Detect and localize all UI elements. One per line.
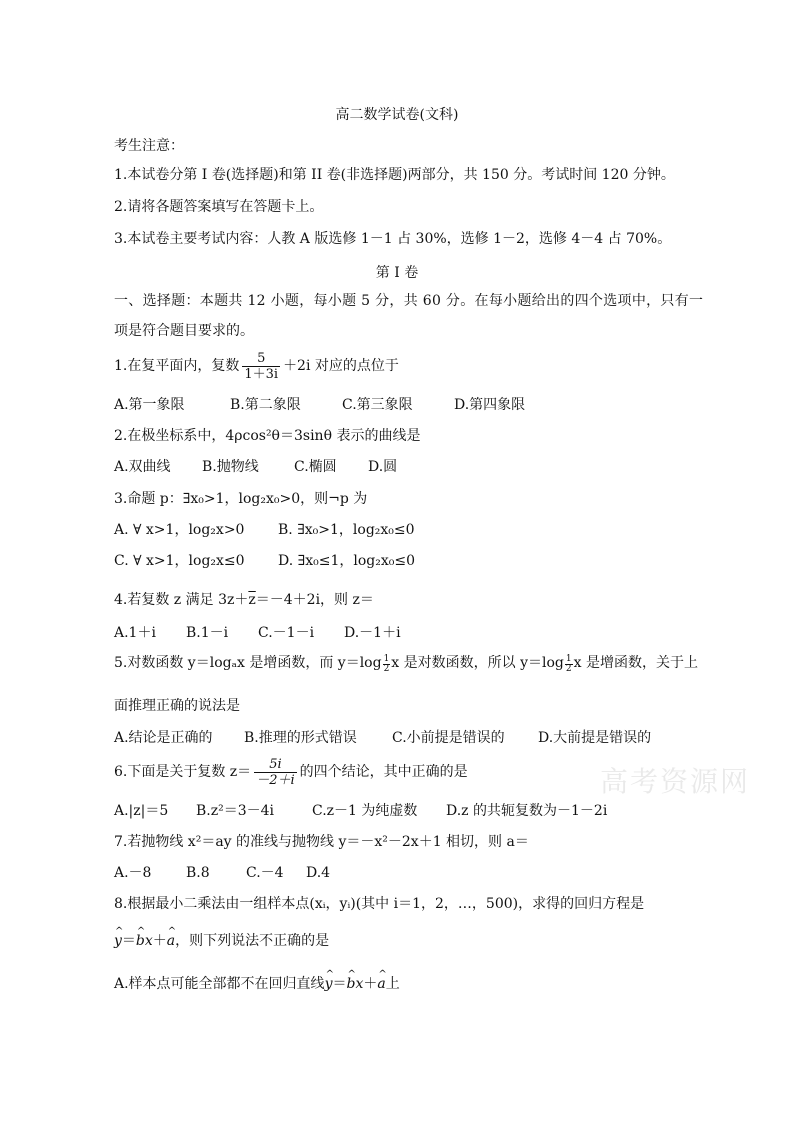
q5-part-2: x 是对数函数，所以 y＝log bbox=[391, 655, 564, 671]
q8-optA-y: ^ y bbox=[325, 975, 333, 993]
q5-option-a: A.结论是正确的 bbox=[114, 730, 213, 746]
q1-frac-num: 5 bbox=[242, 351, 280, 367]
q8-eq-b: ^ b bbox=[136, 932, 145, 950]
question-6-stem bbox=[114, 755, 468, 789]
q1-option-a: A.第一象限 bbox=[114, 397, 185, 413]
question-1-options bbox=[114, 396, 525, 414]
q7-option-b: B.8 bbox=[186, 865, 210, 881]
q8-eq-equals: ＝ bbox=[121, 933, 136, 949]
q5-log-base-1 bbox=[383, 655, 391, 674]
notice-heading: 考生注意： bbox=[114, 138, 184, 154]
question-5-stem-line-1 bbox=[114, 654, 698, 674]
notice-item-2: 2.请将各题答案填写在答题卡上。 bbox=[114, 199, 324, 215]
q8-optA-a: ^ a bbox=[377, 975, 385, 993]
q5-base-2-num: 1 bbox=[565, 654, 572, 664]
q8-eq-x: x bbox=[144, 933, 153, 949]
q4-option-c: C.－1－i bbox=[258, 625, 315, 641]
q6-frac-num: 5i bbox=[254, 757, 296, 773]
question-4-options bbox=[114, 624, 401, 642]
q6-option-c: C.z－1 为纯虚数 bbox=[312, 803, 418, 819]
section-intro-line-2: 项是符合题目要求的。 bbox=[114, 323, 254, 339]
q1-fraction bbox=[242, 351, 280, 382]
q8-optA-x: x bbox=[355, 976, 364, 992]
question-5-stem-line-2: 面推理正确的说法是 bbox=[114, 698, 240, 714]
page-title: 高二数学试卷(文科) bbox=[335, 107, 459, 123]
q6-fraction bbox=[254, 757, 296, 788]
q5-base-2-den: 2 bbox=[565, 664, 572, 674]
q3-option-b: B. ∃x₀>1，log₂x₀≤0 bbox=[278, 522, 415, 538]
notice-item-3: 3.本试卷主要考试内容：人教 A 版选修 1－1 占 30%，选修 1－2，选修 4－4 占 70%。 bbox=[114, 231, 672, 247]
q3-option-c: C. ∀ x>1，log₂x≤0 bbox=[114, 553, 245, 569]
question-3-options-row-2 bbox=[114, 552, 415, 570]
q4-option-d: D.－1＋i bbox=[344, 625, 401, 641]
q8-optA-prefix: A.样本点可能全部都不在回归直线 bbox=[114, 976, 325, 992]
question-6-options bbox=[114, 802, 607, 820]
q2-option-d: D.圆 bbox=[368, 459, 398, 475]
q6-option-d: D.z 的共轭复数为－1－2i bbox=[446, 803, 608, 819]
question-8-stem: 8.根据最小二乘法由一组样本点(xᵢ，yᵢ)(其中 i＝1，2，…，500)，求得的回归方程是 bbox=[114, 896, 645, 912]
q3-option-a: A. ∀ x>1，log₂x>0 bbox=[114, 522, 245, 538]
q6-option-a: A.|z|＝5 bbox=[114, 803, 169, 819]
section-title: 第 I 卷 bbox=[375, 265, 419, 281]
question-2-stem: 2.在极坐标系中，4ρcos²θ＝3sinθ 表示的曲线是 bbox=[114, 428, 421, 444]
q5-option-d: D.大前提是错误的 bbox=[538, 730, 652, 746]
q5-option-b: B.推理的形式错误 bbox=[244, 730, 357, 746]
q4-prefix: 4.若复数 z 满足 3z＋ bbox=[114, 592, 249, 608]
q2-option-b: B.抛物线 bbox=[202, 459, 259, 475]
section-intro-line-1: 一、选择题：本题共 12 小题，每小题 5 分，共 60 分。在每小题给出的四个选项中，只有一 bbox=[114, 293, 704, 309]
q8-eq-a: ^ a bbox=[167, 932, 175, 950]
question-4-stem bbox=[114, 591, 374, 609]
question-1-stem bbox=[114, 349, 399, 383]
question-3-options-row-1 bbox=[114, 521, 415, 539]
q2-option-a: A.双曲线 bbox=[114, 459, 171, 475]
watermark: 高考资源网 bbox=[600, 765, 751, 798]
q1-option-b: B.第二象限 bbox=[230, 397, 301, 413]
q7-option-c: C.－4 bbox=[246, 865, 284, 881]
q6-option-b: B.z²＝3－4i bbox=[196, 803, 275, 819]
question-7-stem: 7.若抛物线 x²＝ay 的准线与抛物线 y＝－x²－2x＋1 相切，则 a＝ bbox=[114, 834, 529, 850]
q8-eq-plus: ＋ bbox=[152, 933, 167, 949]
q5-log-base-2 bbox=[565, 655, 573, 674]
q6-suffix: 的四个结论，其中正确的是 bbox=[299, 764, 468, 780]
q8-optA-equals: ＝ bbox=[332, 976, 347, 992]
q7-option-a: A.－8 bbox=[114, 865, 152, 881]
q8-line2-suffix: ，则下列说法不正确的是 bbox=[175, 933, 330, 949]
q8-optA-suffix: 上 bbox=[385, 976, 400, 992]
question-5-options bbox=[114, 729, 651, 747]
q1-frac-den: 1＋3i bbox=[244, 366, 279, 382]
notice-item-1: 1.本试卷分第 I 卷(选择题)和第 II 卷(非选择题)两部分，共 150 分。考试时间 120 分钟。 bbox=[114, 167, 675, 183]
question-2-options bbox=[114, 458, 397, 476]
question-8-stem-line-2 bbox=[114, 932, 329, 950]
q5-part-3: x 是增函数，关于上 bbox=[573, 655, 698, 671]
question-8-option-a bbox=[114, 975, 400, 993]
q3-option-d: D. ∃x₀≤1，log₂x₀≤0 bbox=[278, 553, 415, 569]
q6-frac-den: －2＋i bbox=[256, 772, 295, 788]
q1-option-c: C.第三象限 bbox=[342, 397, 413, 413]
question-7-options bbox=[114, 864, 330, 882]
q4-suffix: ＝－4＋2i，则 z＝ bbox=[255, 592, 374, 608]
q8-eq-y: ^ y bbox=[114, 932, 122, 950]
q2-option-c: C.椭圆 bbox=[294, 459, 337, 475]
q8-optA-b: ^ b bbox=[346, 975, 355, 993]
q1-option-d: D.第四象限 bbox=[454, 397, 526, 413]
question-3-stem: 3.命题 p：∃x₀>1，log₂x₀>0，则¬p 为 bbox=[114, 491, 368, 507]
q5-base-1-den: 2 bbox=[383, 664, 390, 674]
q5-part-1: 5.对数函数 y＝logₐx 是增函数，而 y＝log bbox=[114, 655, 382, 671]
q5-base-1-num: 1 bbox=[383, 654, 390, 664]
q1-suffix: ＋2i 对应的点位于 bbox=[283, 358, 399, 374]
q1-prefix: 1.在复平面内，复数 bbox=[114, 358, 240, 374]
q5-option-c: C.小前提是错误的 bbox=[392, 730, 505, 746]
q4-zbar: $\overline{z}$ bbox=[248, 592, 256, 608]
q6-prefix: 6.下面是关于复数 z＝ bbox=[114, 764, 252, 780]
q4-option-b: B.1－i bbox=[186, 625, 229, 641]
q7-option-d: D.4 bbox=[306, 865, 331, 881]
q4-option-a: A.1＋i bbox=[114, 625, 156, 641]
q8-optA-plus: ＋ bbox=[363, 976, 378, 992]
